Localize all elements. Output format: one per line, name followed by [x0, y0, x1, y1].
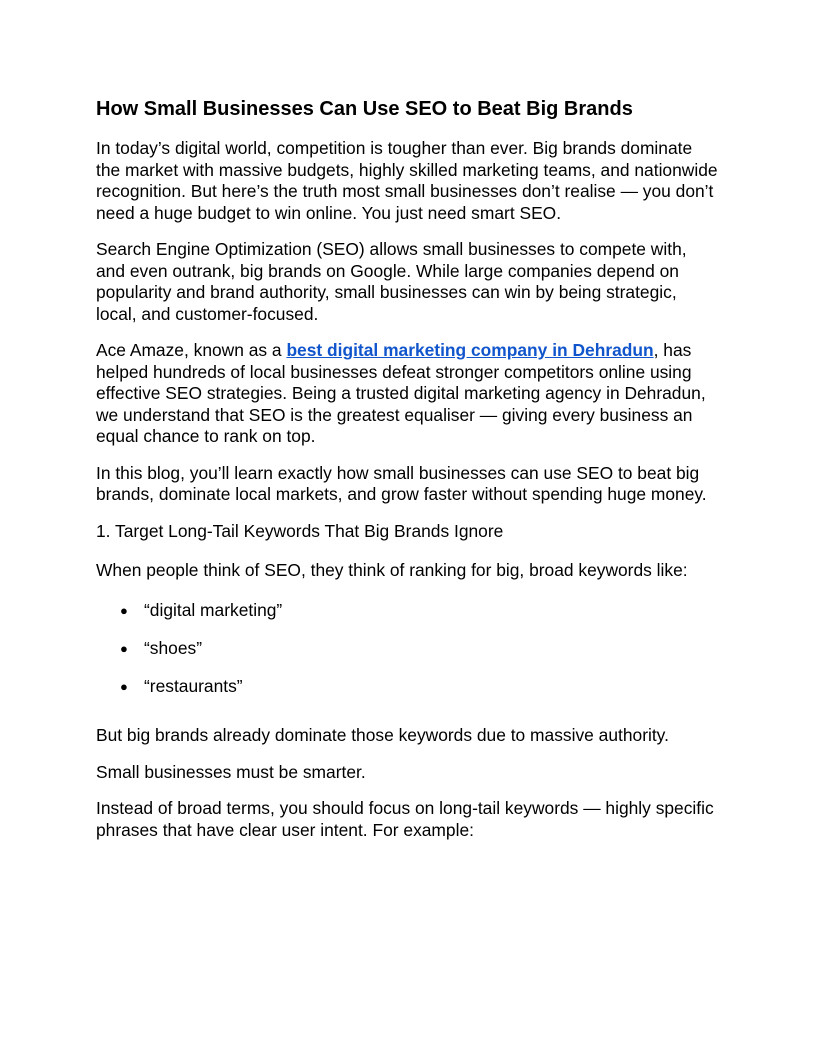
list-item	[96, 600, 720, 622]
ace-paragraph-rest: , has helped hundreds of local businesses defeat stronger competitors online using effective SEO strategies. Being a trusted digital marketing agency in Dehradun, we understand that SEO is the greatest equaliser — giving every business an equal chance to rank on top.	[96, 340, 706, 446]
list-item	[96, 676, 720, 698]
smarter-paragraph: Small businesses must be smarter.	[96, 761, 366, 782]
keywords-intro-paragraph: When people think of SEO, they think of ranking for big, broad keywords like:	[96, 560, 688, 580]
seo-paragraph: Search Engine Optimization (SEO) allows small businesses to compete with, and even outrank, big brands on Google. While large companies depend on popularity and brand authority, small businesses can win by being strategic, local, and customer-focused.	[96, 239, 687, 324]
blog-intro-paragraph: In this blog, you’ll learn exactly how small businesses can use SEO to beat big brands, dominate local markets, and grow faster without spending huge money.	[96, 462, 707, 504]
bullet-text: “restaurants”	[144, 675, 243, 696]
document-page	[96, 96, 720, 856]
bullet-icon: ●	[120, 602, 128, 618]
dominate-paragraph: But big brands already dominate those keywords due to massive authority.	[96, 725, 669, 745]
document-title: How Small Businesses Can Use SEO to Beat Big Brands	[96, 98, 633, 120]
list-item	[96, 638, 720, 660]
ace-amaze-paragraph	[96, 340, 720, 448]
section-1-heading: 1. Target Long-Tail Keywords That Big Brands Ignore	[96, 520, 504, 541]
intro-paragraph: In today’s digital world, competition is tougher than ever. Big brands dominate the market with massive budgets, highly skilled marketing teams, and nationwide recognition. But here’s the truth most small businesses don’t realise — you don’t need a huge budget to win online. You just need smart SEO.	[96, 138, 718, 223]
digital-marketing-company-link[interactable]: best digital marketing company in Dehradun	[286, 340, 654, 360]
long-tail-paragraph: Instead of broad terms, you should focus on long-tail keywords — highly specific phrases that have clear user intent. For example:	[96, 798, 714, 840]
ace-paragraph-lead: Ace Amaze, known as a	[96, 340, 287, 360]
bullet-icon: ●	[120, 640, 128, 656]
bullet-text: “digital marketing”	[144, 599, 283, 620]
bullet-text: “shoes”	[144, 637, 202, 658]
bullet-icon: ●	[120, 678, 128, 694]
keyword-bullet-list	[96, 600, 720, 698]
